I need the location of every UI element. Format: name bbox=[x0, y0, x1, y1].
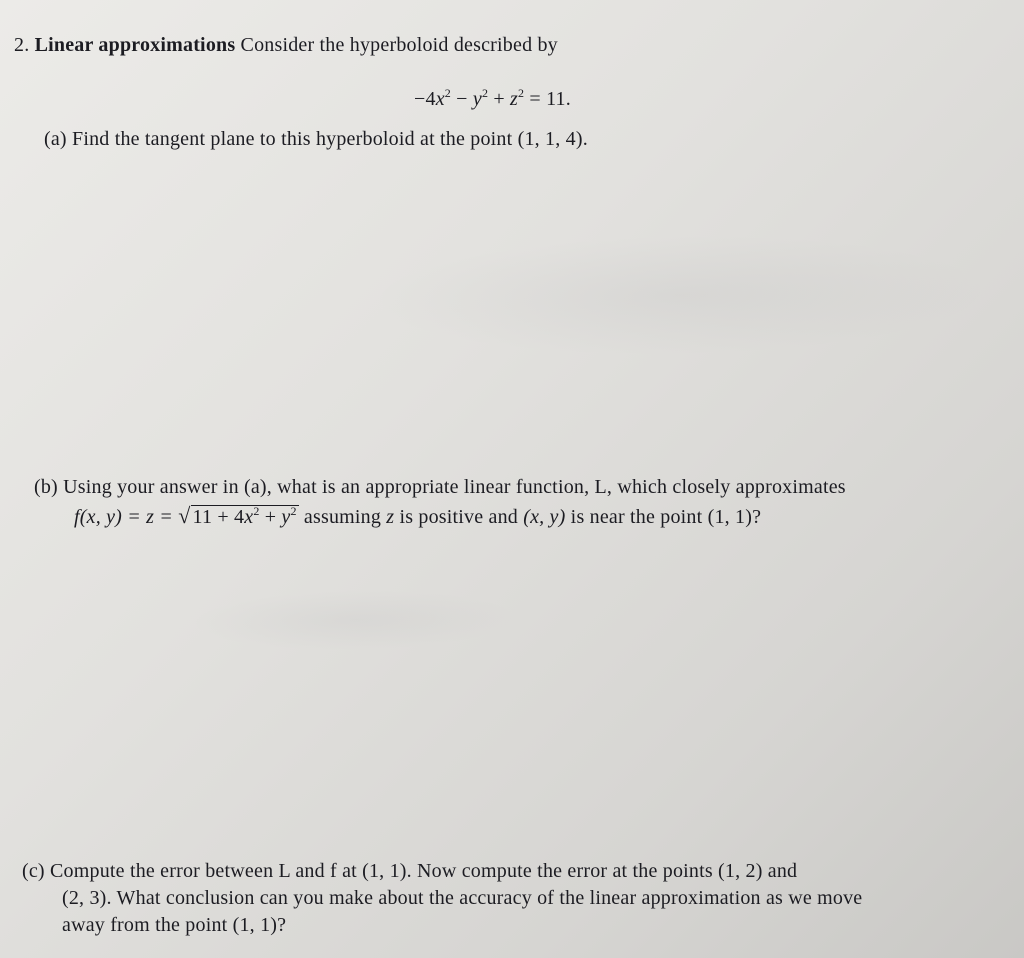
part-b-text-1: Using your answer in (a), what is an appropriate linear function, L, which closely approximates bbox=[63, 476, 846, 498]
part-a bbox=[44, 128, 588, 151]
problem-intro: Consider the hyperboloid described by bbox=[240, 34, 558, 56]
part-c-text-1: Compute the error between L and f at (1, 1). Now compute the error at the points (1, 2) and bbox=[50, 860, 798, 882]
radicand: $11 + 4x^2 + y^2$ bbox=[192, 504, 297, 528]
part-c-text-3: away from the point (1, 1)? bbox=[62, 914, 287, 936]
radical-sign: √ bbox=[178, 503, 191, 528]
part-b-label: (b) bbox=[34, 476, 58, 498]
part-c-label: (c) bbox=[22, 860, 45, 882]
function-f: f(x, y) bbox=[74, 506, 123, 528]
part-c-text-2: (2, 3). What conclusion can you make about the accuracy of the linear approximation as we move bbox=[62, 887, 863, 909]
problem-title: Linear approximations bbox=[34, 34, 236, 56]
problem-number: 2. bbox=[14, 34, 30, 56]
show-through-decoration bbox=[190, 587, 521, 653]
part-b-line-1 bbox=[34, 476, 846, 499]
part-b-line-2: f(x, y) = z = √ $11 + 4x^2 + y^2$ assuming z is positive and (x, y) is near the point (1, 1)? bbox=[74, 503, 762, 528]
show-through-decoration bbox=[369, 230, 991, 361]
part-a-label: (a) bbox=[44, 128, 67, 150]
part-c-line-2 bbox=[62, 887, 862, 910]
part-c-line-3 bbox=[62, 914, 286, 937]
square-root-expression bbox=[178, 503, 298, 529]
hyperboloid-equation: $-4x^2 - y^2 + z^2 = 11$. bbox=[414, 86, 571, 110]
problem-heading bbox=[14, 34, 558, 57]
part-c-line-1 bbox=[22, 860, 797, 883]
part-a-text: Find the tangent plane to this hyperboloid at the point (1, 1, 4). bbox=[72, 128, 588, 150]
